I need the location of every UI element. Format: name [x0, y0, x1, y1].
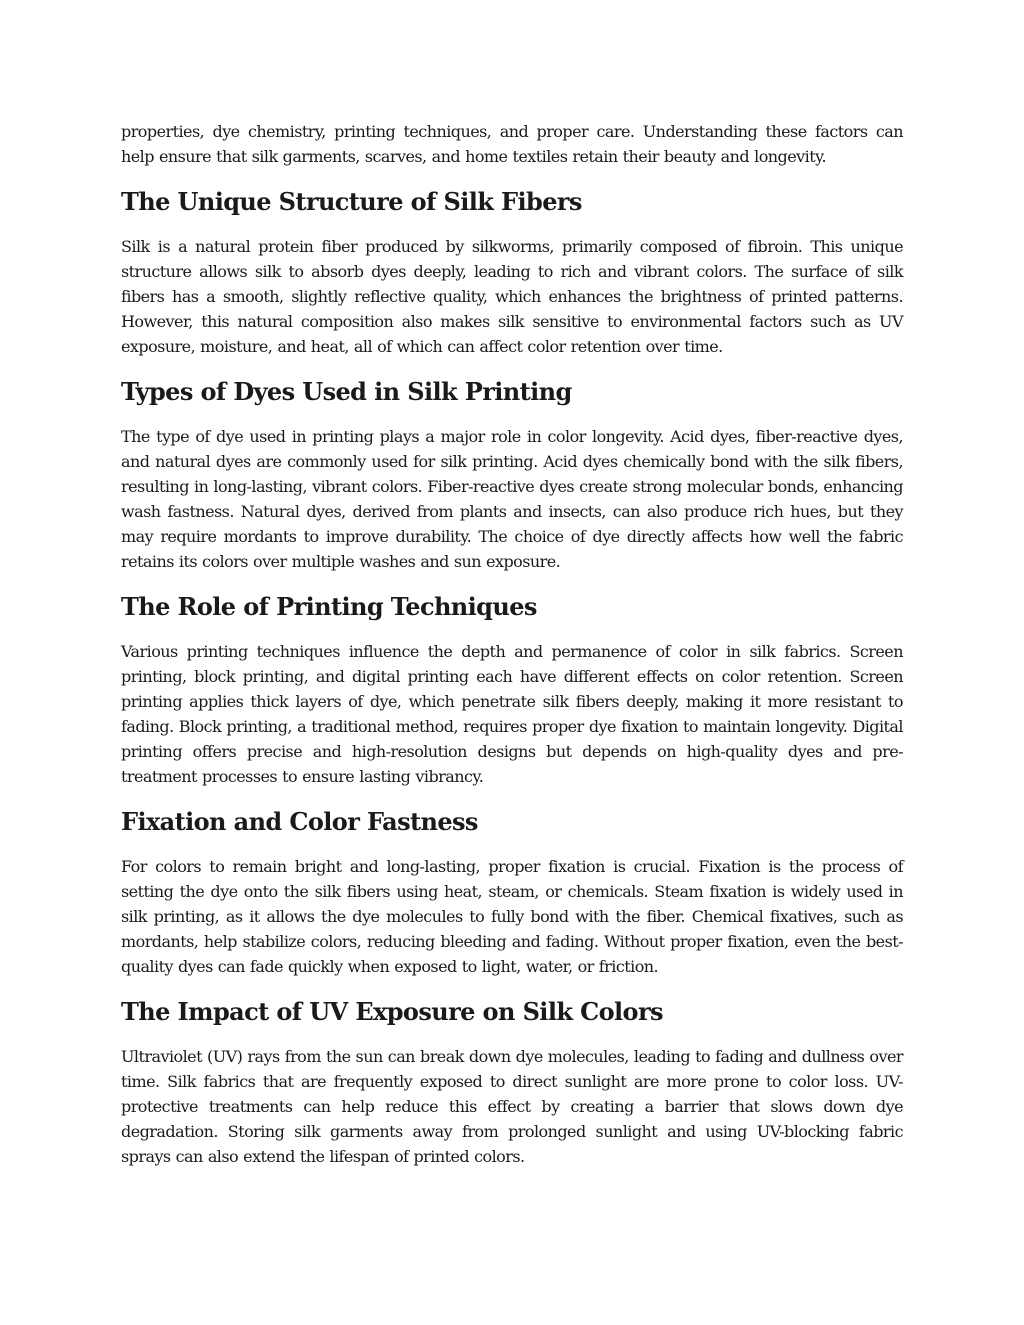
section-body-dye-types: The type of dye used in printing plays a major role in color longevity. Acid dyes, fiber-reactive dyes, and natural dyes are commonly used for silk printing. Acid dyes chemically bond with the silk fibers, resulting in long-lasting, vibrant colors. Fiber-reactive dyes create strong molecular bonds, enhancing wash fastness. Natural dyes, derived from plants and insects, can also produce rich hues, but they may require mordants to improve durability. The choice of dye directly affects how well the fabric retains its colors over multiple washes and sun exposure. [121, 427, 903, 571]
section-body-silk-structure: Silk is a natural protein fiber produced by silkworms, primarily composed of fibroin. This unique structure allows silk to absorb dyes deeply, leading to rich and vibrant colors. The surface of silk fibers has a smooth, slightly reflective quality, which enhances the brightness of printed patterns. However, this natural composition also makes silk sensitive to environmental factors such as UV exposure, moisture, and heat, all of which can affect color retention over time. [121, 237, 903, 356]
section-body-printing-techniques: Various printing techniques influence the depth and permanence of color in silk fabrics. Screen printing, block printing, and digital printing each have different effects on color retention. Screen printing applies thick layers of dye, which penetrate silk fibers deeply, making it more resistant to fading. Block printing, a traditional method, requires proper dye fixation to maintain longevity. Digital printing offers precise and high-resolution designs but depends on high-quality dyes and pre-treatment processes to ensure lasting vibrancy. [121, 642, 903, 786]
document-page [121, 119, 903, 1189]
section-heading-silk-structure: The Unique Structure of Silk Fibers [121, 187, 582, 216]
section-heading-dye-types: Types of Dyes Used in Silk Printing [121, 377, 572, 406]
section-heading-printing-techniques: The Role of Printing Techniques [121, 592, 537, 621]
section-heading-fixation: Fixation and Color Fastness [121, 807, 478, 836]
section-body-uv-exposure: Ultraviolet (UV) rays from the sun can break down dye molecules, leading to fading and dullness over time. Silk fabrics that are frequently exposed to direct sunlight are more prone to color loss. UV-protective treatments can help reduce this effect by creating a barrier that slows down dye degradation. Storing silk garments away from prolonged sunlight and using UV-blocking fabric sprays can also extend the lifespan of printed colors. [121, 1047, 903, 1166]
section-body-fixation: For colors to remain bright and long-lasting, proper fixation is crucial. Fixation is the process of setting the dye onto the silk fibers using heat, steam, or chemicals. Steam fixation is widely used in silk printing, as it allows the dye molecules to fully bond with the fiber. Chemical fixatives, such as mordants, help stabilize colors, reducing bleeding and fading. Without proper fixation, even the best-quality dyes can fade quickly when exposed to light, water, or friction. [121, 857, 903, 976]
section-heading-uv-exposure: The Impact of UV Exposure on Silk Colors [121, 997, 663, 1026]
intro-paragraph: properties, dye chemistry, printing techniques, and proper care. Understanding these factors can help ensure that silk garments, scarves, and home textiles retain their beauty and longevity. [121, 122, 903, 166]
